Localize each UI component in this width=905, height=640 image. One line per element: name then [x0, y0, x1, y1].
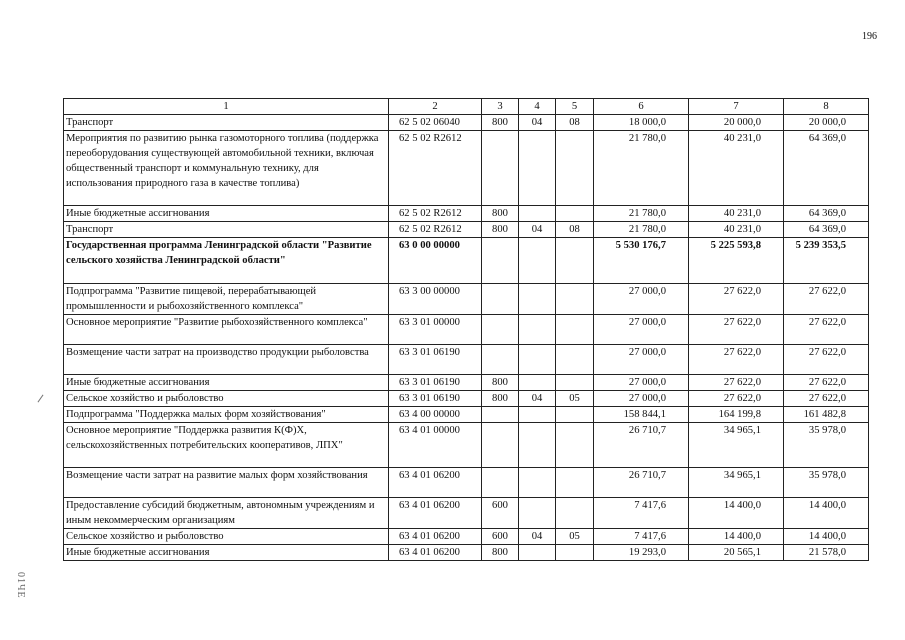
budget-table — [63, 98, 869, 561]
row-section-cell — [519, 498, 556, 529]
row-subsection-cell — [556, 238, 594, 284]
row-name-cell: Основное мероприятие "Поддержка развития К(Ф)Х, сельскохозяйственных потребительских кооперативов, ЛПХ" — [64, 423, 389, 468]
row-amount-year3-cell: 27 622,0 — [784, 345, 869, 375]
table-row — [64, 206, 869, 222]
row-amount-year1-cell: 27 000,0 — [594, 315, 689, 345]
row-name-cell: Подпрограмма "Поддержка малых форм хозяйствования" — [64, 407, 389, 423]
row-amount-year3-cell: 35 978,0 — [784, 423, 869, 468]
row-amount-year2-cell: 40 231,0 — [689, 222, 784, 238]
row-expense-type-cell — [482, 315, 519, 345]
row-subsection-cell — [556, 407, 594, 423]
table-row — [64, 391, 869, 407]
row-section-cell — [519, 468, 556, 498]
row-name-cell: Сельское хозяйство и рыболовство — [64, 529, 389, 545]
row-amount-year1-cell: 27 000,0 — [594, 391, 689, 407]
header-cell: 6 — [594, 99, 689, 115]
row-amount-year1-cell: 18 000,0 — [594, 115, 689, 131]
table-row — [64, 238, 869, 284]
row-amount-year2-cell: 34 965,1 — [689, 423, 784, 468]
row-section-cell — [519, 375, 556, 391]
row-name-cell: Транспорт — [64, 115, 389, 131]
row-amount-year2-cell: 40 231,0 — [689, 206, 784, 222]
row-name-cell: Предоставление субсидий бюджетным, автономным учреждениям и иным некоммерческим организациям — [64, 498, 389, 529]
row-amount-year3-cell: 14 400,0 — [784, 529, 869, 545]
table-row — [64, 284, 869, 315]
row-name-cell: Сельское хозяйство и рыболовство — [64, 391, 389, 407]
row-code-cell: 63 4 01 06200 — [389, 545, 482, 561]
table-header-row — [64, 99, 869, 115]
row-code-cell: 63 3 01 06190 — [389, 345, 482, 375]
row-section-cell — [519, 284, 556, 315]
row-amount-year2-cell: 27 622,0 — [689, 284, 784, 315]
table-row — [64, 407, 869, 423]
row-subsection-cell — [556, 131, 594, 206]
row-subsection-cell: 08 — [556, 222, 594, 238]
row-amount-year3-cell: 161 482,8 — [784, 407, 869, 423]
row-amount-year3-cell: 27 622,0 — [784, 315, 869, 345]
header-cell: 5 — [556, 99, 594, 115]
row-amount-year2-cell: 20 000,0 — [689, 115, 784, 131]
row-subsection-cell — [556, 345, 594, 375]
row-code-cell: 63 3 00 00000 — [389, 284, 482, 315]
row-amount-year3-cell: 64 369,0 — [784, 206, 869, 222]
row-amount-year2-cell: 14 400,0 — [689, 529, 784, 545]
row-amount-year2-cell: 5 225 593,8 — [689, 238, 784, 284]
row-amount-year3-cell: 5 239 353,5 — [784, 238, 869, 284]
row-subsection-cell: 05 — [556, 529, 594, 545]
row-amount-year1-cell: 21 780,0 — [594, 131, 689, 206]
row-code-cell: 63 3 01 06190 — [389, 391, 482, 407]
row-name-cell: Мероприятия по развитию рынка газомоторного топлива (поддержка переоборудования существующей автомобильной техники, включая общественный транспорт и коммунальную технику, для использования природного газа в качестве топлива) — [64, 131, 389, 206]
row-subsection-cell — [556, 284, 594, 315]
header-cell: 7 — [689, 99, 784, 115]
row-amount-year3-cell: 14 400,0 — [784, 498, 869, 529]
row-expense-type-cell: 800 — [482, 375, 519, 391]
row-amount-year3-cell: 27 622,0 — [784, 375, 869, 391]
row-amount-year3-cell: 27 622,0 — [784, 284, 869, 315]
row-subsection-cell — [556, 468, 594, 498]
header-cell: 4 — [519, 99, 556, 115]
table-row — [64, 498, 869, 529]
page-number: 196 — [862, 31, 877, 42]
row-name-cell: Иные бюджетные ассигнования — [64, 206, 389, 222]
row-expense-type-cell: 600 — [482, 529, 519, 545]
row-section-cell — [519, 315, 556, 345]
table-row — [64, 468, 869, 498]
row-name-cell: Транспорт — [64, 222, 389, 238]
row-subsection-cell — [556, 423, 594, 468]
row-amount-year1-cell: 26 710,7 — [594, 423, 689, 468]
header-cell: 2 — [389, 99, 482, 115]
row-expense-type-cell: 800 — [482, 222, 519, 238]
row-amount-year2-cell: 164 199,8 — [689, 407, 784, 423]
table-row — [64, 529, 869, 545]
row-amount-year2-cell: 14 400,0 — [689, 498, 784, 529]
row-section-cell — [519, 345, 556, 375]
table-row — [64, 315, 869, 345]
table-row — [64, 545, 869, 561]
row-amount-year2-cell: 20 565,1 — [689, 545, 784, 561]
row-expense-type-cell — [482, 407, 519, 423]
row-expense-type-cell: 800 — [482, 206, 519, 222]
row-section-cell — [519, 131, 556, 206]
row-amount-year1-cell: 7 417,6 — [594, 529, 689, 545]
row-expense-type-cell: 800 — [482, 391, 519, 407]
row-expense-type-cell: 800 — [482, 545, 519, 561]
margin-stamp: 01ЧЕ — [15, 572, 26, 599]
row-amount-year3-cell: 20 000,0 — [784, 115, 869, 131]
row-subsection-cell: 05 — [556, 391, 594, 407]
row-code-cell: 62 5 02 R2612 — [389, 131, 482, 206]
row-section-cell: 04 — [519, 391, 556, 407]
row-subsection-cell: 08 — [556, 115, 594, 131]
row-amount-year2-cell: 27 622,0 — [689, 315, 784, 345]
row-amount-year1-cell: 21 780,0 — [594, 206, 689, 222]
row-name-cell: Иные бюджетные ассигнования — [64, 545, 389, 561]
row-subsection-cell — [556, 498, 594, 529]
row-section-cell — [519, 545, 556, 561]
row-expense-type-cell — [482, 238, 519, 284]
row-section-cell: 04 — [519, 115, 556, 131]
row-section-cell — [519, 238, 556, 284]
row-expense-type-cell — [482, 284, 519, 315]
row-amount-year3-cell: 64 369,0 — [784, 222, 869, 238]
row-amount-year3-cell: 21 578,0 — [784, 545, 869, 561]
row-expense-type-cell — [482, 131, 519, 206]
row-amount-year3-cell: 35 978,0 — [784, 468, 869, 498]
row-code-cell: 63 4 01 00000 — [389, 423, 482, 468]
row-name-cell: Возмещение части затрат на производство продукции рыболовства — [64, 345, 389, 375]
row-section-cell — [519, 206, 556, 222]
table-row — [64, 375, 869, 391]
table-row — [64, 115, 869, 131]
row-expense-type-cell — [482, 468, 519, 498]
row-name-cell: Государственная программа Ленинградской области "Развитие сельского хозяйства Ленинградской области" — [64, 238, 389, 284]
row-expense-type-cell: 600 — [482, 498, 519, 529]
row-subsection-cell — [556, 206, 594, 222]
row-amount-year1-cell: 21 780,0 — [594, 222, 689, 238]
row-amount-year2-cell: 27 622,0 — [689, 345, 784, 375]
row-section-cell: 04 — [519, 529, 556, 545]
row-amount-year1-cell: 158 844,1 — [594, 407, 689, 423]
table-row — [64, 131, 869, 206]
row-section-cell — [519, 407, 556, 423]
row-name-cell: Подпрограмма "Развитие пищевой, перерабатывающей промышленности и рыбохозяйственного комплекса" — [64, 284, 389, 315]
row-subsection-cell — [556, 545, 594, 561]
row-amount-year2-cell: 34 965,1 — [689, 468, 784, 498]
row-code-cell: 63 4 01 06200 — [389, 468, 482, 498]
row-amount-year3-cell: 64 369,0 — [784, 131, 869, 206]
row-code-cell: 62 5 02 06040 — [389, 115, 482, 131]
header-cell: 3 — [482, 99, 519, 115]
row-name-cell: Иные бюджетные ассигнования — [64, 375, 389, 391]
margin-tick-mark — [38, 395, 44, 403]
table-row — [64, 345, 869, 375]
row-code-cell: 62 5 02 R2612 — [389, 222, 482, 238]
row-code-cell: 63 3 01 06190 — [389, 375, 482, 391]
row-amount-year1-cell: 27 000,0 — [594, 345, 689, 375]
row-code-cell: 63 4 00 00000 — [389, 407, 482, 423]
row-code-cell: 63 3 01 00000 — [389, 315, 482, 345]
row-name-cell: Основное мероприятие "Развитие рыбохозяйственного комплекса" — [64, 315, 389, 345]
row-amount-year1-cell: 19 293,0 — [594, 545, 689, 561]
row-code-cell: 63 4 01 06200 — [389, 529, 482, 545]
table-row — [64, 222, 869, 238]
row-amount-year1-cell: 7 417,6 — [594, 498, 689, 529]
row-amount-year2-cell: 40 231,0 — [689, 131, 784, 206]
row-code-cell: 63 4 01 06200 — [389, 498, 482, 529]
row-amount-year3-cell: 27 622,0 — [784, 391, 869, 407]
row-expense-type-cell — [482, 423, 519, 468]
row-amount-year2-cell: 27 622,0 — [689, 375, 784, 391]
row-amount-year1-cell: 5 530 176,7 — [594, 238, 689, 284]
row-name-cell: Возмещение части затрат на развитие малых форм хозяйствования — [64, 468, 389, 498]
row-subsection-cell — [556, 315, 594, 345]
row-section-cell: 04 — [519, 222, 556, 238]
table-body — [64, 115, 869, 561]
row-code-cell: 62 5 02 R2612 — [389, 206, 482, 222]
header-cell: 8 — [784, 99, 869, 115]
row-amount-year2-cell: 27 622,0 — [689, 391, 784, 407]
header-cell: 1 — [64, 99, 389, 115]
row-code-cell: 63 0 00 00000 — [389, 238, 482, 284]
row-expense-type-cell: 800 — [482, 115, 519, 131]
row-subsection-cell — [556, 375, 594, 391]
row-amount-year1-cell: 27 000,0 — [594, 284, 689, 315]
row-section-cell — [519, 423, 556, 468]
table-row — [64, 423, 869, 468]
row-amount-year1-cell: 27 000,0 — [594, 375, 689, 391]
row-expense-type-cell — [482, 345, 519, 375]
row-amount-year1-cell: 26 710,7 — [594, 468, 689, 498]
